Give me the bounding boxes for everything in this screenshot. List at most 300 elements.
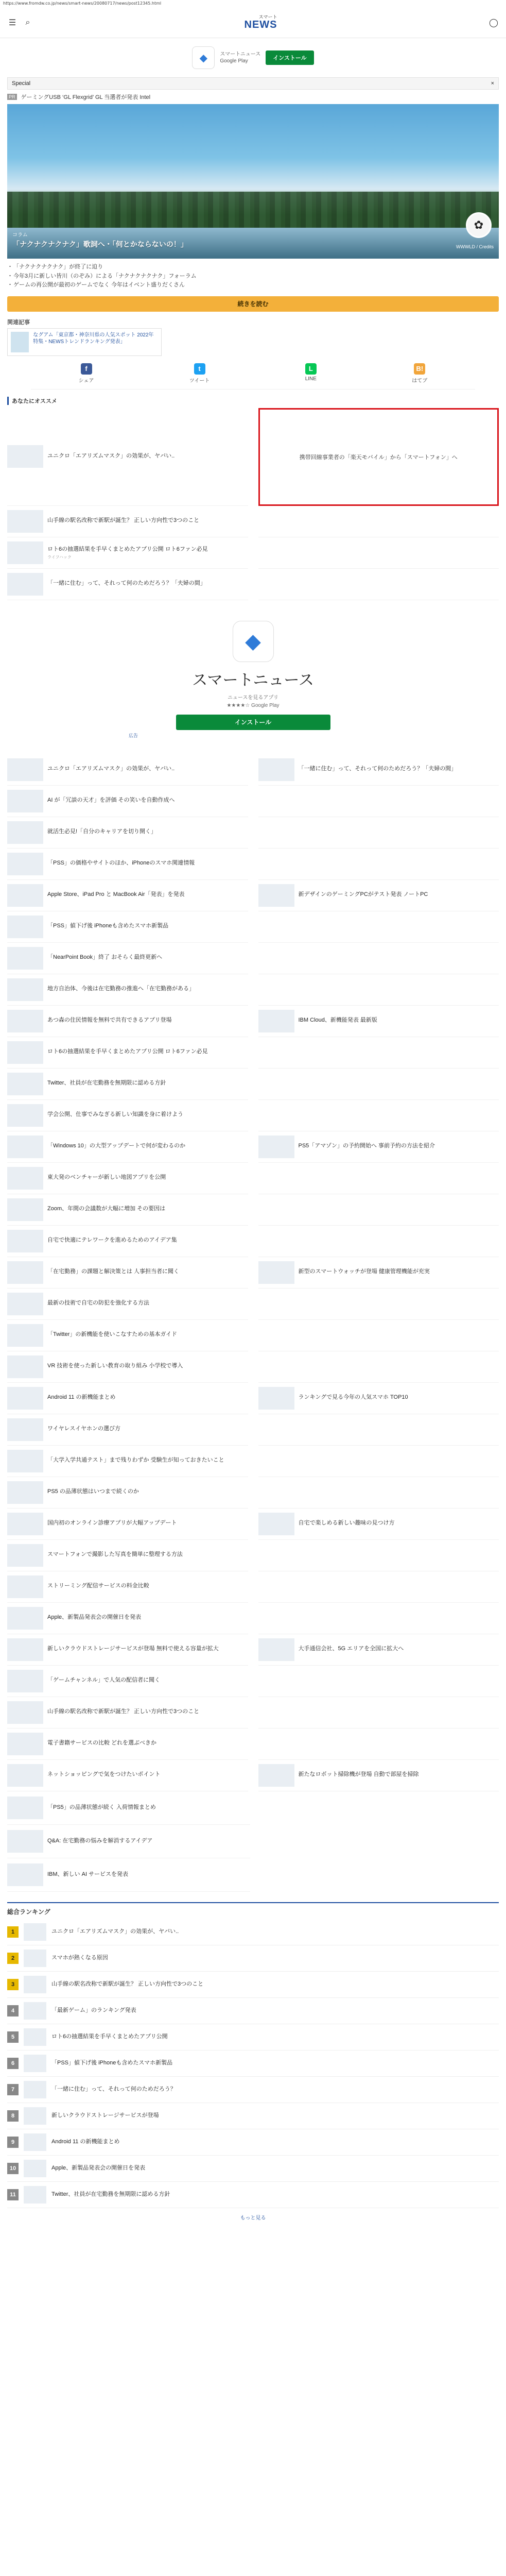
hero-credit: WWWLD / Credits xyxy=(456,244,494,249)
article-body xyxy=(47,1268,179,1277)
article-thumbnail xyxy=(7,947,43,970)
article-card[interactable] xyxy=(258,1634,499,1666)
promo-app-name: スマートニュース xyxy=(220,52,261,57)
article-card[interactable] xyxy=(7,1226,248,1257)
article-body xyxy=(299,1645,404,1654)
ranking-list xyxy=(0,1919,506,2208)
article-card[interactable] xyxy=(7,1509,248,1540)
article-body xyxy=(47,546,208,560)
article-body xyxy=(47,1299,149,1308)
browser-url-bar[interactable]: https://www.fromdw.co.jp/news/smart-news/20080717/news/post12345.html xyxy=(3,1,162,6)
rank-title[interactable]: 山手線の駅名改称で新駅が誕生？ 正しい方向性で3つのこと xyxy=(51,1981,204,1988)
article-thumbnail xyxy=(258,1010,294,1032)
rank-title[interactable]: Apple、新製品発表会の開催日を発表 xyxy=(51,2165,146,2172)
article-thumbnail xyxy=(258,884,294,907)
app-promo-banner xyxy=(0,38,506,73)
article-card[interactable] xyxy=(7,1477,248,1509)
article-card xyxy=(258,943,499,974)
article-body xyxy=(47,1362,183,1371)
article-body xyxy=(47,1676,160,1685)
rank-thumbnail xyxy=(24,2107,46,2125)
list-title[interactable]: 「PS5」の品薄状態が続く 入荷情報まとめ xyxy=(47,1804,156,1811)
article-body xyxy=(47,1456,224,1465)
article-body xyxy=(47,1236,177,1245)
article-card[interactable] xyxy=(7,569,248,600)
article-card[interactable] xyxy=(7,786,248,817)
article-title[interactable]: VR 技術を使った新しい教育の取り組み 小学校で導入 xyxy=(47,1363,183,1369)
article-body xyxy=(47,1488,139,1497)
article-title[interactable]: 電子書籍サービスの比較 どれを選ぶべきか xyxy=(47,1740,157,1747)
article-body xyxy=(47,1551,183,1560)
article-body xyxy=(47,1582,149,1591)
rank-thumbnail xyxy=(24,2186,46,2204)
article-title[interactable]: 山手線の駅名改称で新駅が誕生？ 正しい方向性で3つのこと xyxy=(47,517,200,524)
article-thumbnail xyxy=(7,758,43,781)
article-card xyxy=(258,786,499,817)
article-card xyxy=(258,1728,499,1760)
article-body xyxy=(47,891,185,900)
article-body xyxy=(299,765,457,774)
article-title[interactable]: Apple、新製品発表会の開催日を発表 xyxy=(47,1614,142,1621)
article-title[interactable]: 自宅で快適にテレワークを進めるためのアイデア集 xyxy=(47,1237,177,1244)
lead-item: ・ 「ナクナクナクナク」が終了に迫り xyxy=(7,263,499,272)
article-thumbnail xyxy=(7,1575,43,1598)
article-body xyxy=(299,1268,430,1277)
related-card[interactable] xyxy=(7,328,162,356)
article-card xyxy=(258,1069,499,1100)
article-title[interactable]: 新デザインのゲーミングPCがテスト発表 ノートPC xyxy=(298,891,428,898)
rank-number: 7 xyxy=(7,2084,19,2095)
article-card xyxy=(258,1163,499,1194)
article-card xyxy=(258,1697,499,1728)
share-label: はてブ xyxy=(412,378,428,384)
article-title[interactable]: 山手線の駅名改称で新駅が誕生？ 正しい方向性で3つのこと xyxy=(47,1708,200,1715)
article-card xyxy=(258,1226,499,1257)
article-thumbnail xyxy=(7,1733,43,1755)
article-body xyxy=(47,1142,185,1151)
article-title[interactable]: 大手通信会社、5G エリアを全国に拡大へ xyxy=(298,1646,404,1652)
article-title[interactable]: ストリーミング配信サービスの料金比較 xyxy=(47,1583,149,1589)
article-body xyxy=(47,1016,172,1025)
site-header xyxy=(0,7,506,38)
article-body xyxy=(299,1016,377,1025)
article-card[interactable] xyxy=(258,880,499,911)
article-thumbnail xyxy=(7,1010,43,1032)
recommend-grid-main xyxy=(7,754,499,1791)
article-title[interactable]: 「一緒に住む」って、それって何のためだろう？「夫婦の間」 xyxy=(47,580,206,587)
article-title[interactable]: 「Twitter」の新機能を使いこなすための基本ガイド xyxy=(47,1331,178,1338)
article-card[interactable] xyxy=(7,506,248,537)
ranking-item[interactable] xyxy=(7,2024,499,2050)
article-card[interactable] xyxy=(7,1666,248,1697)
article-title[interactable]: スマートフォンで撮影した写真を簡単に整理する方法 xyxy=(47,1551,183,1558)
article-title[interactable]: ランキングで見る今年の人気スマホ TOP10 xyxy=(298,1394,408,1401)
article-thumbnail xyxy=(258,1764,294,1787)
article-card[interactable] xyxy=(7,911,248,943)
article-card[interactable] xyxy=(7,1257,248,1289)
app-meta xyxy=(220,51,260,64)
pr-line[interactable] xyxy=(7,93,499,101)
article-thumbnail xyxy=(7,1073,43,1095)
rank-thumbnail xyxy=(24,2055,46,2072)
ranking-item[interactable] xyxy=(7,1919,499,1945)
article-body xyxy=(47,796,175,805)
article-title[interactable]: 「PSS」の価格やサイトのほか、iPhoneのスマホ関連情報 xyxy=(47,860,195,867)
related-text[interactable]: なグアム「東京都・神奈川県の人気スポット 2022年特集・NEWSトレンドランキング発表」 xyxy=(33,332,154,345)
article-body xyxy=(47,1519,177,1528)
ranking-item[interactable] xyxy=(7,2077,499,2103)
article-card[interactable] xyxy=(7,1697,248,1728)
article-card[interactable] xyxy=(7,943,248,974)
article-title[interactable]: IBM Cloud、新機能発表 最新版 xyxy=(298,1017,377,1024)
share-icon: B! xyxy=(414,363,425,375)
article-thumbnail xyxy=(258,1261,294,1284)
article-card xyxy=(258,506,499,537)
article-title[interactable]: ロト6の抽選結果を手早くまとめたアプリ公開 ロト6ファン必見 xyxy=(47,1048,208,1055)
pr-text[interactable]: ゲーミングUSB ‘GL Flexgrid’ GL 当選者が発表 Intel xyxy=(21,94,151,100)
article-title[interactable]: 東大発のベンチャーが新しい地図アプリを公開 xyxy=(47,1174,166,1181)
hero-badge-icon: ✿ xyxy=(466,212,492,238)
article-body xyxy=(299,1142,435,1151)
ad-box[interactable]: 携帯回線事業者の「楽天モバイル」から「スマートフォン」へ xyxy=(258,408,499,506)
rank-number: 9 xyxy=(7,2137,19,2148)
article-card[interactable] xyxy=(7,537,248,569)
rank-thumbnail xyxy=(24,2002,46,2020)
list-item[interactable] xyxy=(7,1858,250,1892)
related-heading: 関連記事 xyxy=(7,319,30,326)
article-title[interactable]: ユニクロ「エアリズムマスク」の効果が、ヤバい.. xyxy=(47,452,175,459)
article-title[interactable]: 新しいクラウドストレージサービスが登場 無料で使える容量が拡大 xyxy=(47,1646,219,1652)
rank-thumbnail xyxy=(24,1923,46,1941)
rank-title[interactable]: Twitter、社員が在宅勤務を無期限に認める方針 xyxy=(51,2191,170,2198)
article-body xyxy=(47,1645,219,1654)
article-title[interactable]: 就活生必見!「自分のキャリアを切り開く」 xyxy=(47,828,157,835)
app-install-block xyxy=(0,600,506,754)
article-body xyxy=(47,1425,120,1434)
list-title[interactable]: IBM、新しい AI サービスを発表 xyxy=(47,1871,129,1878)
ranking-item[interactable] xyxy=(7,2050,499,2077)
article-title[interactable]: 自宅で楽しめる新しい趣味の見つけ方 xyxy=(298,1520,395,1527)
share-button-2[interactable] xyxy=(305,363,317,384)
rank-title[interactable]: 新しいクラウドストレージサービスが登場 xyxy=(51,2112,159,2119)
share-label: LINE xyxy=(305,376,317,382)
article-body xyxy=(47,954,162,962)
article-card[interactable] xyxy=(7,1414,248,1446)
article-card[interactable] xyxy=(7,1603,248,1634)
article-title[interactable]: Twitter、社員が在宅勤務を無期限に認める方針 xyxy=(47,1080,166,1087)
rank-title[interactable]: ユニクロ「エアリズムマスク」の効果が、ヤバい.. xyxy=(51,1928,179,1935)
article-title[interactable]: 国内初のオンライン診療アプリが大幅アップデート xyxy=(47,1520,177,1527)
article-card xyxy=(258,1414,499,1446)
ranking-item[interactable] xyxy=(7,2182,499,2208)
article-card[interactable] xyxy=(258,1131,499,1163)
rank-number: 6 xyxy=(7,2058,19,2069)
rank-number: 3 xyxy=(7,1979,19,1990)
article-card xyxy=(258,1037,499,1069)
article-thumbnail xyxy=(7,1324,43,1347)
article-card xyxy=(258,817,499,849)
article-card[interactable] xyxy=(7,1289,248,1320)
article-thumbnail xyxy=(7,510,43,533)
lead-list xyxy=(7,263,499,290)
rank-title[interactable]: 「PSS」値下げ後 iPhoneも含めたスマホ新製品 xyxy=(51,2060,173,2066)
article-card[interactable] xyxy=(7,1037,248,1069)
article-thumbnail xyxy=(7,1167,43,1190)
article-card[interactable] xyxy=(7,408,248,506)
article-card xyxy=(258,1666,499,1697)
rank-title[interactable]: スマホが熱くなる原因 xyxy=(51,1955,108,1961)
hero-caption[interactable]: 「ナクナクナクナク」歌詞へ・「何とかならないの！」 xyxy=(12,240,188,248)
article-thumbnail xyxy=(7,1513,43,1535)
article-card[interactable] xyxy=(7,1100,248,1131)
app-rating: ★★★★☆ Google Play xyxy=(226,702,280,708)
article-thumbnail xyxy=(258,1387,294,1410)
article-body xyxy=(47,1174,166,1182)
article-thumbnail xyxy=(7,1450,43,1472)
article-thumbnail xyxy=(7,1104,43,1127)
article-body xyxy=(47,859,195,868)
article-thumbnail xyxy=(7,1355,43,1378)
article-card[interactable] xyxy=(7,1760,248,1791)
rank-thumbnail xyxy=(24,2133,46,2151)
article-card[interactable] xyxy=(7,1069,248,1100)
article-card[interactable] xyxy=(7,1320,248,1351)
article-body xyxy=(47,1394,115,1402)
article-thumbnail xyxy=(258,1513,294,1535)
article-title[interactable]: PS5「アマゾン」の予約開始へ 事前予約の方法を紹介 xyxy=(298,1143,435,1149)
install-button[interactable]: インストール xyxy=(266,50,313,65)
article-title[interactable]: 新たなロボット掃除機が登場 自動で部屋を掃除 xyxy=(298,1771,419,1778)
article-card[interactable] xyxy=(7,1131,248,1163)
article-card[interactable] xyxy=(7,1006,248,1037)
app-name: スマートニュース xyxy=(192,671,314,689)
list-thumbnail xyxy=(7,1797,43,1819)
recommend-list-tail xyxy=(7,1791,250,1892)
article-thumbnail xyxy=(7,1418,43,1441)
article-card[interactable] xyxy=(7,1351,248,1383)
article-card[interactable] xyxy=(258,1006,499,1037)
article-card[interactable] xyxy=(258,754,499,786)
rank-thumbnail xyxy=(24,2081,46,2098)
article-title[interactable]: ユニクロ「エアリズムマスク」の効果が、ヤバい.. xyxy=(47,766,175,772)
article-body xyxy=(299,891,428,900)
article-body xyxy=(47,985,195,994)
article-card[interactable] xyxy=(7,1383,248,1414)
logo-main: NEWS xyxy=(244,19,277,30)
recommend-heading: あなたにオススメ xyxy=(7,397,499,405)
ranking-item[interactable] xyxy=(7,1998,499,2024)
article-body xyxy=(47,452,175,461)
article-card[interactable] xyxy=(7,1728,248,1760)
article-card xyxy=(258,911,499,943)
article-title[interactable]: 学会公開、仕事でみなぎる新しい知識を身に着けよう xyxy=(47,1111,183,1118)
rank-number: 8 xyxy=(7,2110,19,2122)
article-title[interactable]: Android 11 の新機能まとめ xyxy=(47,1394,116,1401)
article-thumbnail xyxy=(258,758,294,781)
article-body xyxy=(47,580,206,588)
rank-title[interactable]: ロト6の抽選結果を手早くまとめたアプリ公開 xyxy=(51,2033,168,2040)
list-item[interactable] xyxy=(7,1825,250,1858)
app-install-button[interactable]: インストール xyxy=(176,715,330,730)
article-thumbnail xyxy=(7,1544,43,1567)
rank-title[interactable]: 「一緒に住む」って、それって何のためだろう？ xyxy=(51,2086,176,2093)
rank-title[interactable]: 「最新ゲーム」のランキング発表 xyxy=(51,2007,136,2014)
rank-thumbnail xyxy=(24,1976,46,1993)
special-label: Special xyxy=(12,80,31,87)
article-title[interactable]: PS5 の品薄状態はいつまで続くのか xyxy=(47,1488,139,1495)
article-title[interactable]: 「PSS」値下げ後 iPhoneも含めたスマホ新製品 xyxy=(47,923,169,929)
list-title[interactable]: Q&A: 在宅勤務の悩みを解消するアイデア xyxy=(47,1838,153,1844)
article-title[interactable]: ロト6の抽選結果を手早くまとめたアプリ公開 ロト6ファン必見 xyxy=(47,546,208,552)
article-card xyxy=(258,1194,499,1226)
article-card[interactable] xyxy=(7,1540,248,1571)
ranking-item[interactable] xyxy=(7,2156,499,2182)
close-icon[interactable]: × xyxy=(491,80,494,87)
article-card[interactable] xyxy=(7,1446,248,1477)
article-card[interactable] xyxy=(258,1383,499,1414)
article-thumbnail xyxy=(7,573,43,596)
article-body xyxy=(47,1771,161,1780)
article-body xyxy=(47,1614,141,1622)
share-bar xyxy=(31,363,475,389)
article-thumbnail xyxy=(7,1764,43,1787)
article-body xyxy=(47,1048,208,1057)
article-title[interactable]: 「一緒に住む」って、それって何のためだろう？「夫婦の間」 xyxy=(298,766,457,772)
article-thumbnail xyxy=(258,1136,294,1158)
article-card xyxy=(258,1571,499,1603)
article-body xyxy=(47,1708,199,1717)
ranking-item[interactable] xyxy=(7,2103,499,2129)
ranking-item[interactable] xyxy=(7,1972,499,1998)
lead-item: ・ 今年3月に新しい皆川（のぞみ）による「ナクナクナクナク」フォーラム xyxy=(7,272,499,281)
article-body xyxy=(47,1739,156,1748)
article-thumbnail xyxy=(7,884,43,907)
article-card[interactable] xyxy=(7,974,248,1006)
article-thumbnail xyxy=(7,1261,43,1284)
app-subtitle: ニュースを見るアプリ xyxy=(227,694,279,701)
hero-trees xyxy=(7,192,499,228)
article-card[interactable] xyxy=(258,1760,499,1791)
article-thumbnail xyxy=(7,541,43,564)
share-label: シェア xyxy=(78,378,94,384)
article-title[interactable]: 「ゲームチャンネル」で人気の配信者に聞く xyxy=(47,1677,161,1684)
article-title[interactable]: 新型のスマートウォッチが登場 健康管理機能が充実 xyxy=(298,1268,430,1275)
article-thumbnail xyxy=(7,790,43,812)
site-logo[interactable] xyxy=(245,15,277,30)
search-icon[interactable]: ⌕ xyxy=(25,18,30,27)
article-thumbnail xyxy=(7,821,43,844)
hero-image[interactable] xyxy=(7,104,499,259)
article-card xyxy=(258,1289,499,1320)
share-button-3[interactable] xyxy=(412,363,427,384)
article-thumbnail xyxy=(7,1701,43,1724)
article-card[interactable] xyxy=(7,1634,248,1666)
user-icon[interactable]: ◯ xyxy=(489,18,498,27)
article-title[interactable]: Apple Store、iPad Pro と MacBook Air「発表」を発表 xyxy=(47,891,185,898)
article-card[interactable] xyxy=(7,754,248,786)
article-card xyxy=(258,1540,499,1571)
article-title[interactable]: あつ森の住民情報を無料で共有できるアプリ登場 xyxy=(47,1017,172,1024)
article-title[interactable]: 「大学入学共通テスト」まで残りわずか 受験生が知っておきたいこと xyxy=(47,1457,224,1464)
article-card xyxy=(258,1603,499,1634)
article-title[interactable]: AI が「冗談の天才」を評価 その笑いを自動作成へ xyxy=(47,797,175,804)
article-card[interactable] xyxy=(258,1509,499,1540)
article-card xyxy=(258,1477,499,1509)
ranking-item[interactable] xyxy=(7,2129,499,2156)
article-body xyxy=(299,1394,408,1402)
ad-label[interactable]: 広告 xyxy=(129,733,138,738)
rank-number: 10 xyxy=(7,2163,19,2174)
rank-title[interactable]: Android 11 の新機能まとめ xyxy=(51,2139,120,2145)
menu-icon[interactable]: ☰ xyxy=(8,18,16,27)
rank-thumbnail xyxy=(24,1950,46,1967)
article-source: ライフハック xyxy=(47,554,72,560)
article-body xyxy=(299,1771,419,1780)
article-card xyxy=(258,1446,499,1477)
article-body xyxy=(47,1079,166,1088)
read-more-button[interactable]: 続きを読む xyxy=(7,296,499,312)
article-thumbnail xyxy=(7,1293,43,1315)
rank-number: 1 xyxy=(7,1926,19,1938)
article-thumbnail xyxy=(7,1638,43,1661)
list-item[interactable] xyxy=(7,1791,250,1825)
lead-item: ・ ゲームの再公開が最初のゲームでなく 今年はイベント盛りだくさん xyxy=(7,281,499,290)
article-card[interactable] xyxy=(7,1194,248,1226)
ranking-item[interactable] xyxy=(7,1945,499,1972)
article-title[interactable]: 「Windows 10」の大型アップデートで何が変わるのか xyxy=(47,1143,186,1149)
article-title[interactable]: Zoom、年間の会議数が大幅に増加 その要因は xyxy=(47,1206,166,1212)
article-card[interactable] xyxy=(7,849,248,880)
share-button-0[interactable] xyxy=(79,363,94,384)
related-thumbnail xyxy=(11,332,29,352)
app-icon: ◆ xyxy=(192,46,215,69)
article-card[interactable] xyxy=(7,817,248,849)
rank-number: 2 xyxy=(7,1953,19,1964)
recommend-grid-top xyxy=(7,408,499,600)
article-title[interactable]: ワイヤレスイヤホンの選び方 xyxy=(47,1426,121,1432)
article-title[interactable]: 最新の技術で自宅の防犯を強化する方法 xyxy=(47,1300,149,1307)
article-title[interactable]: ネットショッピングで気をつけたいポイント xyxy=(47,1771,161,1778)
article-title[interactable]: 「NearPoint Book」終了 おそらく最終更新へ xyxy=(47,954,163,961)
share-icon: L xyxy=(305,363,317,375)
article-thumbnail xyxy=(7,1198,43,1221)
rank-number: 11 xyxy=(7,2189,19,2200)
article-title[interactable]: 地方自治体、今後は在宅勤務の推進へ「在宅勤務がある」 xyxy=(47,986,195,992)
article-card[interactable] xyxy=(258,1257,499,1289)
article-thumbnail xyxy=(7,1607,43,1630)
article-card[interactable] xyxy=(7,880,248,911)
share-button-1[interactable] xyxy=(189,363,210,384)
article-title[interactable]: 「在宅勤務」の課題と解決策とは 人事担当者に聞く xyxy=(47,1268,180,1275)
rank-thumbnail xyxy=(24,2028,46,2046)
share-icon: t xyxy=(194,363,205,375)
article-card xyxy=(258,974,499,1006)
more-link[interactable]: もっと見る xyxy=(240,2215,266,2221)
article-card xyxy=(258,569,499,600)
article-thumbnail xyxy=(7,1136,43,1158)
article-thumbnail xyxy=(7,853,43,875)
article-body xyxy=(47,922,168,931)
article-card xyxy=(258,849,499,880)
article-thumbnail xyxy=(7,916,43,938)
article-card xyxy=(258,1320,499,1351)
article-thumbnail xyxy=(7,978,43,1001)
list-thumbnail xyxy=(7,1830,43,1853)
article-card[interactable] xyxy=(7,1163,248,1194)
rank-number: 4 xyxy=(7,2005,19,2016)
article-body xyxy=(47,1111,183,1120)
article-card[interactable] xyxy=(7,1571,248,1603)
